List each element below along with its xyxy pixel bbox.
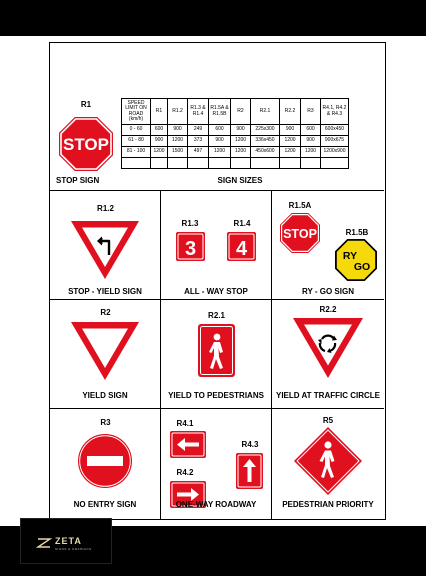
code-r1-2: R1.2 xyxy=(97,204,114,213)
no-entry-sign xyxy=(78,434,132,488)
code-r1-3: R1.3 xyxy=(181,219,199,228)
table-cell xyxy=(251,158,280,169)
logo-name: ZETA xyxy=(55,536,82,546)
table-header: R4.1, R4.2 & R4.3 xyxy=(321,99,349,125)
table-header: R1.3 & R1.4 xyxy=(188,99,209,125)
ry-go-line2: GO xyxy=(353,261,371,273)
stop-word-small: STOP xyxy=(283,227,317,241)
yield-sign-r2 xyxy=(71,322,139,380)
pedestrian-priority-sign xyxy=(294,427,362,495)
sign-grid xyxy=(50,191,384,519)
caption-yield-pedestrians: YIELD TO PEDESTRIANS xyxy=(168,391,264,400)
table-cell: 225x300 xyxy=(251,125,280,136)
table-cell: 336x450 xyxy=(251,136,280,147)
table-header: R2 xyxy=(231,99,251,125)
panel-pedestrian-priority xyxy=(272,409,384,519)
caption-one-way: ONE-WAY ROADWAY xyxy=(175,500,257,509)
table-cell xyxy=(122,158,151,169)
regulatory-signs-sheet xyxy=(49,42,386,520)
panel-ry-go xyxy=(272,191,384,300)
table-cell: 450x600 xyxy=(251,147,280,158)
plate-digit-3: 3 xyxy=(184,238,197,260)
sign-sizes-table xyxy=(121,98,349,169)
table-cell xyxy=(168,158,188,169)
table-header: SPEED LIMIT ON ROAD (km/h) xyxy=(122,99,151,125)
table-cell: 1200 xyxy=(151,147,168,158)
caption-sign-sizes: SIGN SIZES xyxy=(217,176,263,185)
no-entry-bar-icon xyxy=(87,456,123,466)
code-r4-1: R4.1 xyxy=(176,419,194,428)
yield-pedestrians-sign xyxy=(198,324,235,377)
caption-all-way-stop: ALL - WAY STOP xyxy=(184,287,248,296)
caption-stop-yield: STOP - YIELD SIGN xyxy=(68,287,142,296)
logo-tagline: SIGNS & GRAPHICS xyxy=(55,547,92,551)
table-cell: 1200 xyxy=(231,147,251,158)
zeta-logo xyxy=(20,518,112,564)
table-cell: 1200 xyxy=(209,147,231,158)
panel-one-way xyxy=(161,409,272,519)
code-r1-5b: R1.5B xyxy=(345,228,369,237)
table-cell: 900 xyxy=(209,136,231,147)
panel-no-entry xyxy=(50,409,161,519)
plate-digit-4: 4 xyxy=(235,238,248,260)
table-cell: 900 xyxy=(280,125,301,136)
yield-traffic-circle-sign xyxy=(293,318,363,378)
table-header: R1 xyxy=(151,99,168,125)
table-cell: 1200x900 xyxy=(321,147,349,158)
table-cell: 0 - 60 xyxy=(122,125,151,136)
table-cell: 600 xyxy=(301,125,321,136)
panel-yield-pedestrians xyxy=(161,300,272,409)
table-header: R1.2 xyxy=(168,99,188,125)
table-row xyxy=(122,136,349,147)
one-way-left-sign xyxy=(170,431,206,458)
panel-stop-yield xyxy=(50,191,161,300)
table-cell xyxy=(231,158,251,169)
table-row xyxy=(122,147,349,158)
table-row xyxy=(122,125,349,136)
caption-no-entry: NO ENTRY SIGN xyxy=(73,500,137,509)
table-cell: 900 xyxy=(151,136,168,147)
panel-yield-circle xyxy=(272,300,384,409)
table-cell: 1200 xyxy=(168,136,188,147)
table-cell: 497 xyxy=(188,147,209,158)
table-cell xyxy=(209,158,231,169)
table-cell: 900x675 xyxy=(321,136,349,147)
table-cell xyxy=(321,158,349,169)
table-cell: 1200 xyxy=(280,136,301,147)
table-cell: 900 xyxy=(301,136,321,147)
table-cell: 900 xyxy=(168,125,188,136)
all-way-plate-3 xyxy=(176,232,205,261)
panel-all-way-stop xyxy=(161,191,272,300)
table-header-row xyxy=(122,99,349,125)
table-cell: 900 xyxy=(231,125,251,136)
code-r2-2: R2.2 xyxy=(319,305,337,314)
table-header: R2.2 xyxy=(280,99,301,125)
table-cell: 61 - 80 xyxy=(122,136,151,147)
table-header: R3 xyxy=(301,99,321,125)
table-cell: 81 - 100 xyxy=(122,147,151,158)
stop-sign-r1-5a xyxy=(280,213,320,253)
code-r2-1: R2.1 xyxy=(208,311,225,320)
code-r1-5a: R1.5A xyxy=(288,201,312,210)
ry-go-sign-r1-5b xyxy=(335,239,377,281)
table-header: R2.1 xyxy=(251,99,280,125)
code-r3: R3 xyxy=(100,418,111,427)
stop-yield-sign xyxy=(71,221,139,279)
stop-sign-r1 xyxy=(59,117,113,171)
table-cell: 600 xyxy=(151,125,168,136)
table-cell: 1200 xyxy=(231,136,251,147)
code-r1: R1 xyxy=(80,100,92,109)
table-cell: 600 xyxy=(209,125,231,136)
table-cell: 249 xyxy=(188,125,209,136)
stop-and-sizes-panel xyxy=(50,43,384,191)
code-r5: R5 xyxy=(322,416,334,425)
table-cell xyxy=(151,158,168,169)
code-r4-3: R4.3 xyxy=(241,440,259,449)
table-cell xyxy=(280,158,301,169)
caption-ry-go: RY - GO SIGN xyxy=(301,287,354,296)
caption-yield-circle: YIELD AT TRAFFIC CIRCLE xyxy=(276,391,380,400)
caption-pedestrian-priority: PEDESTRIAN PRIORITY xyxy=(282,500,374,509)
table-row xyxy=(122,158,349,169)
stop-word: STOP xyxy=(63,135,109,154)
one-way-straight-sign xyxy=(236,453,263,489)
table-cell xyxy=(301,158,321,169)
code-r1-4: R1.4 xyxy=(233,219,251,228)
table-cell: 600x450 xyxy=(321,125,349,136)
logo-mark-icon xyxy=(37,538,51,548)
table-cell: 1200 xyxy=(280,147,301,158)
code-r4-2: R4.2 xyxy=(176,468,194,477)
ry-go-line1: RY xyxy=(342,250,358,262)
all-way-plate-4 xyxy=(227,232,256,261)
table-cell: 1500 xyxy=(168,147,188,158)
table-header: R1.5A & R1.5B xyxy=(209,99,231,125)
table-cell xyxy=(188,158,209,169)
code-r2: R2 xyxy=(100,308,111,317)
caption-yield: YIELD SIGN xyxy=(82,391,128,400)
panel-yield xyxy=(50,300,161,409)
table-cell: 1200 xyxy=(301,147,321,158)
table-cell: 373 xyxy=(188,136,209,147)
top-black-band xyxy=(0,0,426,36)
caption-stop-sign: STOP SIGN xyxy=(56,176,100,185)
